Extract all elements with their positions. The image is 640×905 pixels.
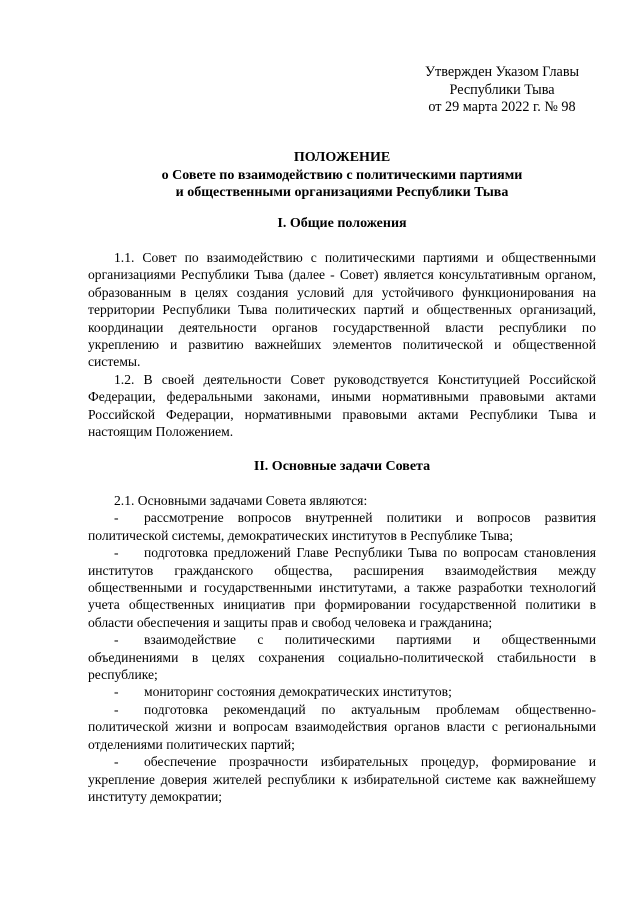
list-item-text: подготовка рекомендаций по актуальным проблемам общественно-политической жизни и вопросам взаимодействия органов власти с региональными отделениями политических партий;: [88, 701, 596, 752]
list-item: [88, 544, 596, 631]
title-subtitle-2: и общественными организациями Республики Тыва: [175, 185, 509, 200]
list-item-text: подготовка предложений Главе Республики Тыва по вопросам становления институтов гражданского общества, расширения взаимодействия между общественными и государственными институтами, а также разработки технологий учета общественных инициатив при формировании государственной политики в области обеспечения и защиты прав и свобод человека и гражданина;: [88, 545, 596, 630]
document-title: [88, 149, 596, 202]
paragraph-2-1: 2.1. Основными задачами Совета являются:: [114, 493, 368, 508]
section-2-heading: II. Основные задачи Совета: [253, 459, 431, 474]
approval-line-3: от 29 марта 2022 г. № 98: [428, 99, 576, 116]
paragraph-1-2: 1.2. В своей деятельности Совет руководствуется Конституцией Российской Федерации, федеральными законами, иными нормативными правовыми актами Российской Федерации, нормативными правовыми актами Республики Тыва и настоящим Положением.: [88, 371, 596, 440]
list-bullet: -: [114, 632, 119, 648]
list-bullet: -: [114, 754, 119, 770]
approval-stamp: [412, 64, 592, 117]
section-1-body: [88, 249, 596, 440]
list-item: [88, 701, 596, 753]
list-bullet: -: [114, 701, 119, 717]
list-bullet: -: [114, 684, 119, 700]
list-bullet: -: [114, 510, 119, 526]
list-item: [88, 683, 596, 700]
list-item: [88, 753, 596, 805]
section-2-body: [88, 492, 596, 805]
list-item-text: обеспечение прозрачности избирательных процедур, формирование и укрепление доверия жителей республики к избирательной системе как важнейшему институту демократии;: [88, 754, 596, 804]
list-item-text: мониторинг состояния демократических институтов;: [144, 684, 452, 700]
task-list: [88, 509, 596, 805]
paragraph-1-1: 1.1. Совет по взаимодействию с политическими партиями и общественными организациями Республики Тыва (далее - Совет) является консультативным органом, образованным в целях создания условий для устойчивого функционирования на территории Республики Тыва политических партий и общественных организаций, координации деятельности органов государственной власти республики по укреплению и развитию важнейших элементов политической и общественной системы.: [88, 250, 596, 370]
list-bullet: -: [114, 545, 119, 561]
list-item: [88, 509, 596, 544]
list-item-text: рассмотрение вопросов внутренней политики и вопросов развития политической системы, демократических институтов в Республике Тыва;: [88, 510, 596, 543]
title-subtitle-1: о Совете по взаимодействию с политическими партиями: [161, 167, 523, 183]
list-item-text: взаимодействие с политическими партиями и общественными объединениями в целях сохранения социально-политической стабильности в республике;: [88, 632, 596, 683]
approval-line-2: Республики Тыва: [449, 81, 555, 98]
section-1-heading: I. Общие положения: [277, 216, 407, 231]
approval-line-1: Утвержден Указом Главы: [424, 64, 580, 80]
title-main: ПОЛОЖЕНИЕ: [293, 150, 391, 165]
list-item: [88, 631, 596, 683]
